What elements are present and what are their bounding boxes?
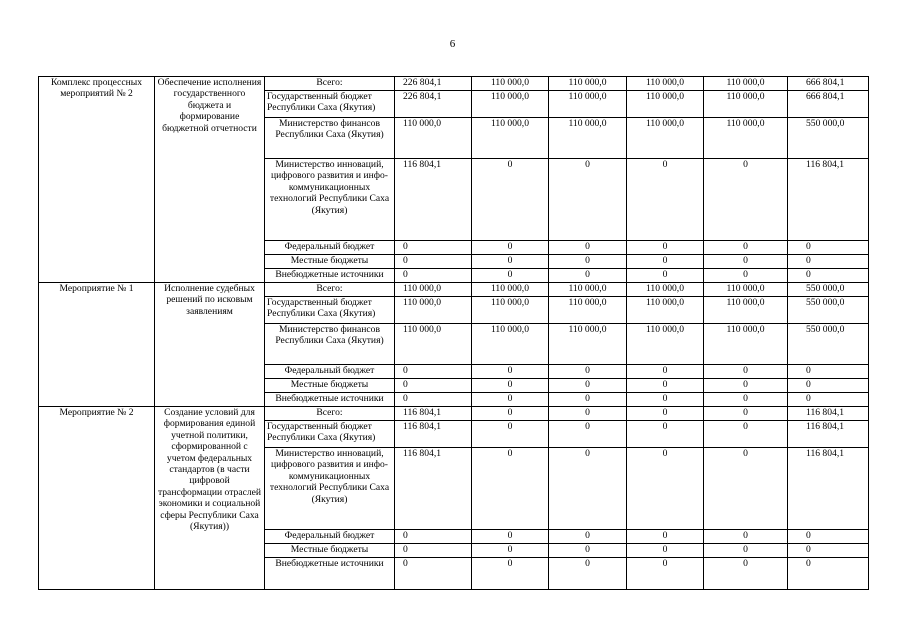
amount-cell: 0 [704,448,788,530]
amount-cell: 0 [549,159,627,241]
amount-cell: 0 [472,407,549,421]
funding-source: Государственный бюджет Республики Саха (Якутия) [265,421,395,448]
budget-table [38,76,869,590]
amount-cell: 110 000,0 [549,283,627,297]
amount-cell: 0 [472,269,549,283]
amount-cell: 110 000,0 [472,283,549,297]
budget-table-body [39,77,869,590]
amount-cell: 0 [788,255,869,269]
amount-cell: 0 [704,544,788,558]
amount-cell: 110 000,0 [704,77,788,91]
amount-cell: 0 [472,159,549,241]
amount-cell: 110 000,0 [704,91,788,118]
funding-source: Местные бюджеты [265,379,395,393]
amount-cell: 0 [704,407,788,421]
amount-cell: 110 000,0 [395,324,472,365]
amount-cell: 0 [627,269,704,283]
section-name: Мероприятие № 1 [39,283,155,407]
amount-cell: 0 [704,365,788,379]
amount-cell: 110 000,0 [627,283,704,297]
amount-cell: 666 804,1 [788,77,869,91]
funding-source: Местные бюджеты [265,255,395,269]
amount-cell: 0 [627,393,704,407]
amount-cell: 0 [472,530,549,544]
amount-cell: 0 [549,448,627,530]
amount-cell: 110 000,0 [627,297,704,324]
amount-cell: 116 804,1 [395,421,472,448]
amount-cell: 0 [627,241,704,255]
funding-source: Государственный бюджет Республики Саха (Якутия) [265,297,395,324]
amount-cell: 110 000,0 [627,118,704,159]
amount-cell: 0 [627,255,704,269]
amount-cell: 0 [472,421,549,448]
amount-cell: 0 [704,241,788,255]
section-name: Мероприятие № 2 [39,407,155,590]
funding-source: Внебюджетные источники [265,393,395,407]
amount-cell: 0 [395,558,472,590]
section-description: Обеспечение исполнения государственного бюджета и формирование бюджетной отчетности [155,77,265,283]
section-description: Создание условий для формирования единой учетной политики, сформированной с учетом федеральных стандартов (в части цифровой трансформации отраслей экономики и социальной сферы Республики Саха (Якутия)) [155,407,265,590]
amount-cell: 0 [627,159,704,241]
amount-cell: 0 [472,393,549,407]
amount-cell: 110 000,0 [704,283,788,297]
funding-source: Министерство финансов Республики Саха (Якутия) [265,324,395,365]
amount-cell: 110 000,0 [704,297,788,324]
funding-source: Внебюджетные источники [265,558,395,590]
amount-cell: 110 000,0 [549,118,627,159]
amount-cell: 116 804,1 [395,448,472,530]
amount-cell: 0 [549,379,627,393]
amount-cell: 0 [704,159,788,241]
amount-cell: 110 000,0 [704,118,788,159]
amount-cell: 110 000,0 [395,283,472,297]
amount-cell: 0 [472,379,549,393]
amount-cell: 0 [627,407,704,421]
amount-cell: 0 [472,544,549,558]
amount-cell: 0 [549,407,627,421]
amount-cell: 0 [395,530,472,544]
amount-cell: 0 [704,379,788,393]
amount-cell: 0 [472,558,549,590]
amount-cell: 0 [549,393,627,407]
amount-cell: 0 [788,393,869,407]
section-description: Исполнение судебных решений по исковым заявлениям [155,283,265,407]
amount-cell: 0 [788,365,869,379]
amount-cell: 0 [627,448,704,530]
amount-cell: 0 [627,365,704,379]
amount-cell: 0 [704,530,788,544]
amount-cell: 110 000,0 [549,91,627,118]
amount-cell: 110 000,0 [627,77,704,91]
funding-source: Федеральный бюджет [265,241,395,255]
amount-cell: 550 000,0 [788,118,869,159]
funding-source: Федеральный бюджет [265,365,395,379]
amount-cell: 0 [627,421,704,448]
amount-cell: 0 [472,365,549,379]
amount-cell: 116 804,1 [788,407,869,421]
amount-cell: 0 [627,544,704,558]
funding-source: Всего: [265,283,395,297]
amount-cell: 110 000,0 [395,118,472,159]
amount-cell: 110 000,0 [704,324,788,365]
amount-cell: 0 [549,255,627,269]
amount-cell: 0 [549,544,627,558]
amount-cell: 0 [788,558,869,590]
amount-cell: 116 804,1 [788,448,869,530]
amount-cell: 0 [395,365,472,379]
funding-source: Министерство финансов Республики Саха (Якутия) [265,118,395,159]
funding-source: Министерство инноваций, цифрового развития и инфо-коммуникационных технологий Республики Саха (Якутия) [265,159,395,241]
amount-cell: 116 804,1 [788,421,869,448]
amount-cell: 666 804,1 [788,91,869,118]
amount-cell: 0 [704,269,788,283]
section-name: Комплекс процессных мероприятий № 2 [39,77,155,283]
amount-cell: 0 [788,241,869,255]
funding-source: Местные бюджеты [265,544,395,558]
amount-cell: 0 [472,448,549,530]
funding-source: Федеральный бюджет [265,530,395,544]
table-row [39,407,869,421]
amount-cell: 0 [472,255,549,269]
amount-cell: 226 804,1 [395,91,472,118]
amount-cell: 550 000,0 [788,283,869,297]
amount-cell: 0 [395,393,472,407]
amount-cell: 110 000,0 [472,91,549,118]
funding-source: Министерство инноваций, цифрового развития и инфо-коммуникационных технологий Республики Саха (Якутия) [265,448,395,530]
amount-cell: 0 [472,241,549,255]
amount-cell: 550 000,0 [788,297,869,324]
amount-cell: 110 000,0 [549,297,627,324]
table-row [39,77,869,91]
funding-source: Внебюджетные источники [265,269,395,283]
amount-cell: 0 [549,241,627,255]
amount-cell: 110 000,0 [627,91,704,118]
amount-cell: 116 804,1 [395,159,472,241]
amount-cell: 110 000,0 [549,324,627,365]
funding-source: Государственный бюджет Республики Саха (Якутия) [265,91,395,118]
amount-cell: 0 [395,255,472,269]
amount-cell: 0 [788,544,869,558]
page-number: 6 [449,38,456,50]
amount-cell: 0 [395,269,472,283]
funding-source: Всего: [265,77,395,91]
amount-cell: 110 000,0 [472,118,549,159]
amount-cell: 0 [395,379,472,393]
amount-cell: 0 [549,269,627,283]
amount-cell: 110 000,0 [627,324,704,365]
amount-cell: 110 000,0 [549,77,627,91]
amount-cell: 110 000,0 [472,77,549,91]
amount-cell: 0 [627,379,704,393]
amount-cell: 0 [395,241,472,255]
amount-cell: 226 804,1 [395,77,472,91]
amount-cell: 110 000,0 [472,297,549,324]
amount-cell: 0 [704,421,788,448]
amount-cell: 550 000,0 [788,324,869,365]
amount-cell: 0 [704,393,788,407]
amount-cell: 0 [549,421,627,448]
amount-cell: 0 [549,365,627,379]
amount-cell: 0 [788,530,869,544]
amount-cell: 0 [549,558,627,590]
amount-cell: 0 [395,544,472,558]
amount-cell: 0 [788,269,869,283]
funding-source: Всего: [265,407,395,421]
table-row [39,283,869,297]
amount-cell: 116 804,1 [788,159,869,241]
amount-cell: 116 804,1 [395,407,472,421]
amount-cell: 0 [549,530,627,544]
amount-cell: 0 [704,255,788,269]
amount-cell: 0 [627,530,704,544]
amount-cell: 0 [788,379,869,393]
amount-cell: 110 000,0 [472,324,549,365]
amount-cell: 0 [627,558,704,590]
amount-cell: 110 000,0 [395,297,472,324]
amount-cell: 0 [704,558,788,590]
